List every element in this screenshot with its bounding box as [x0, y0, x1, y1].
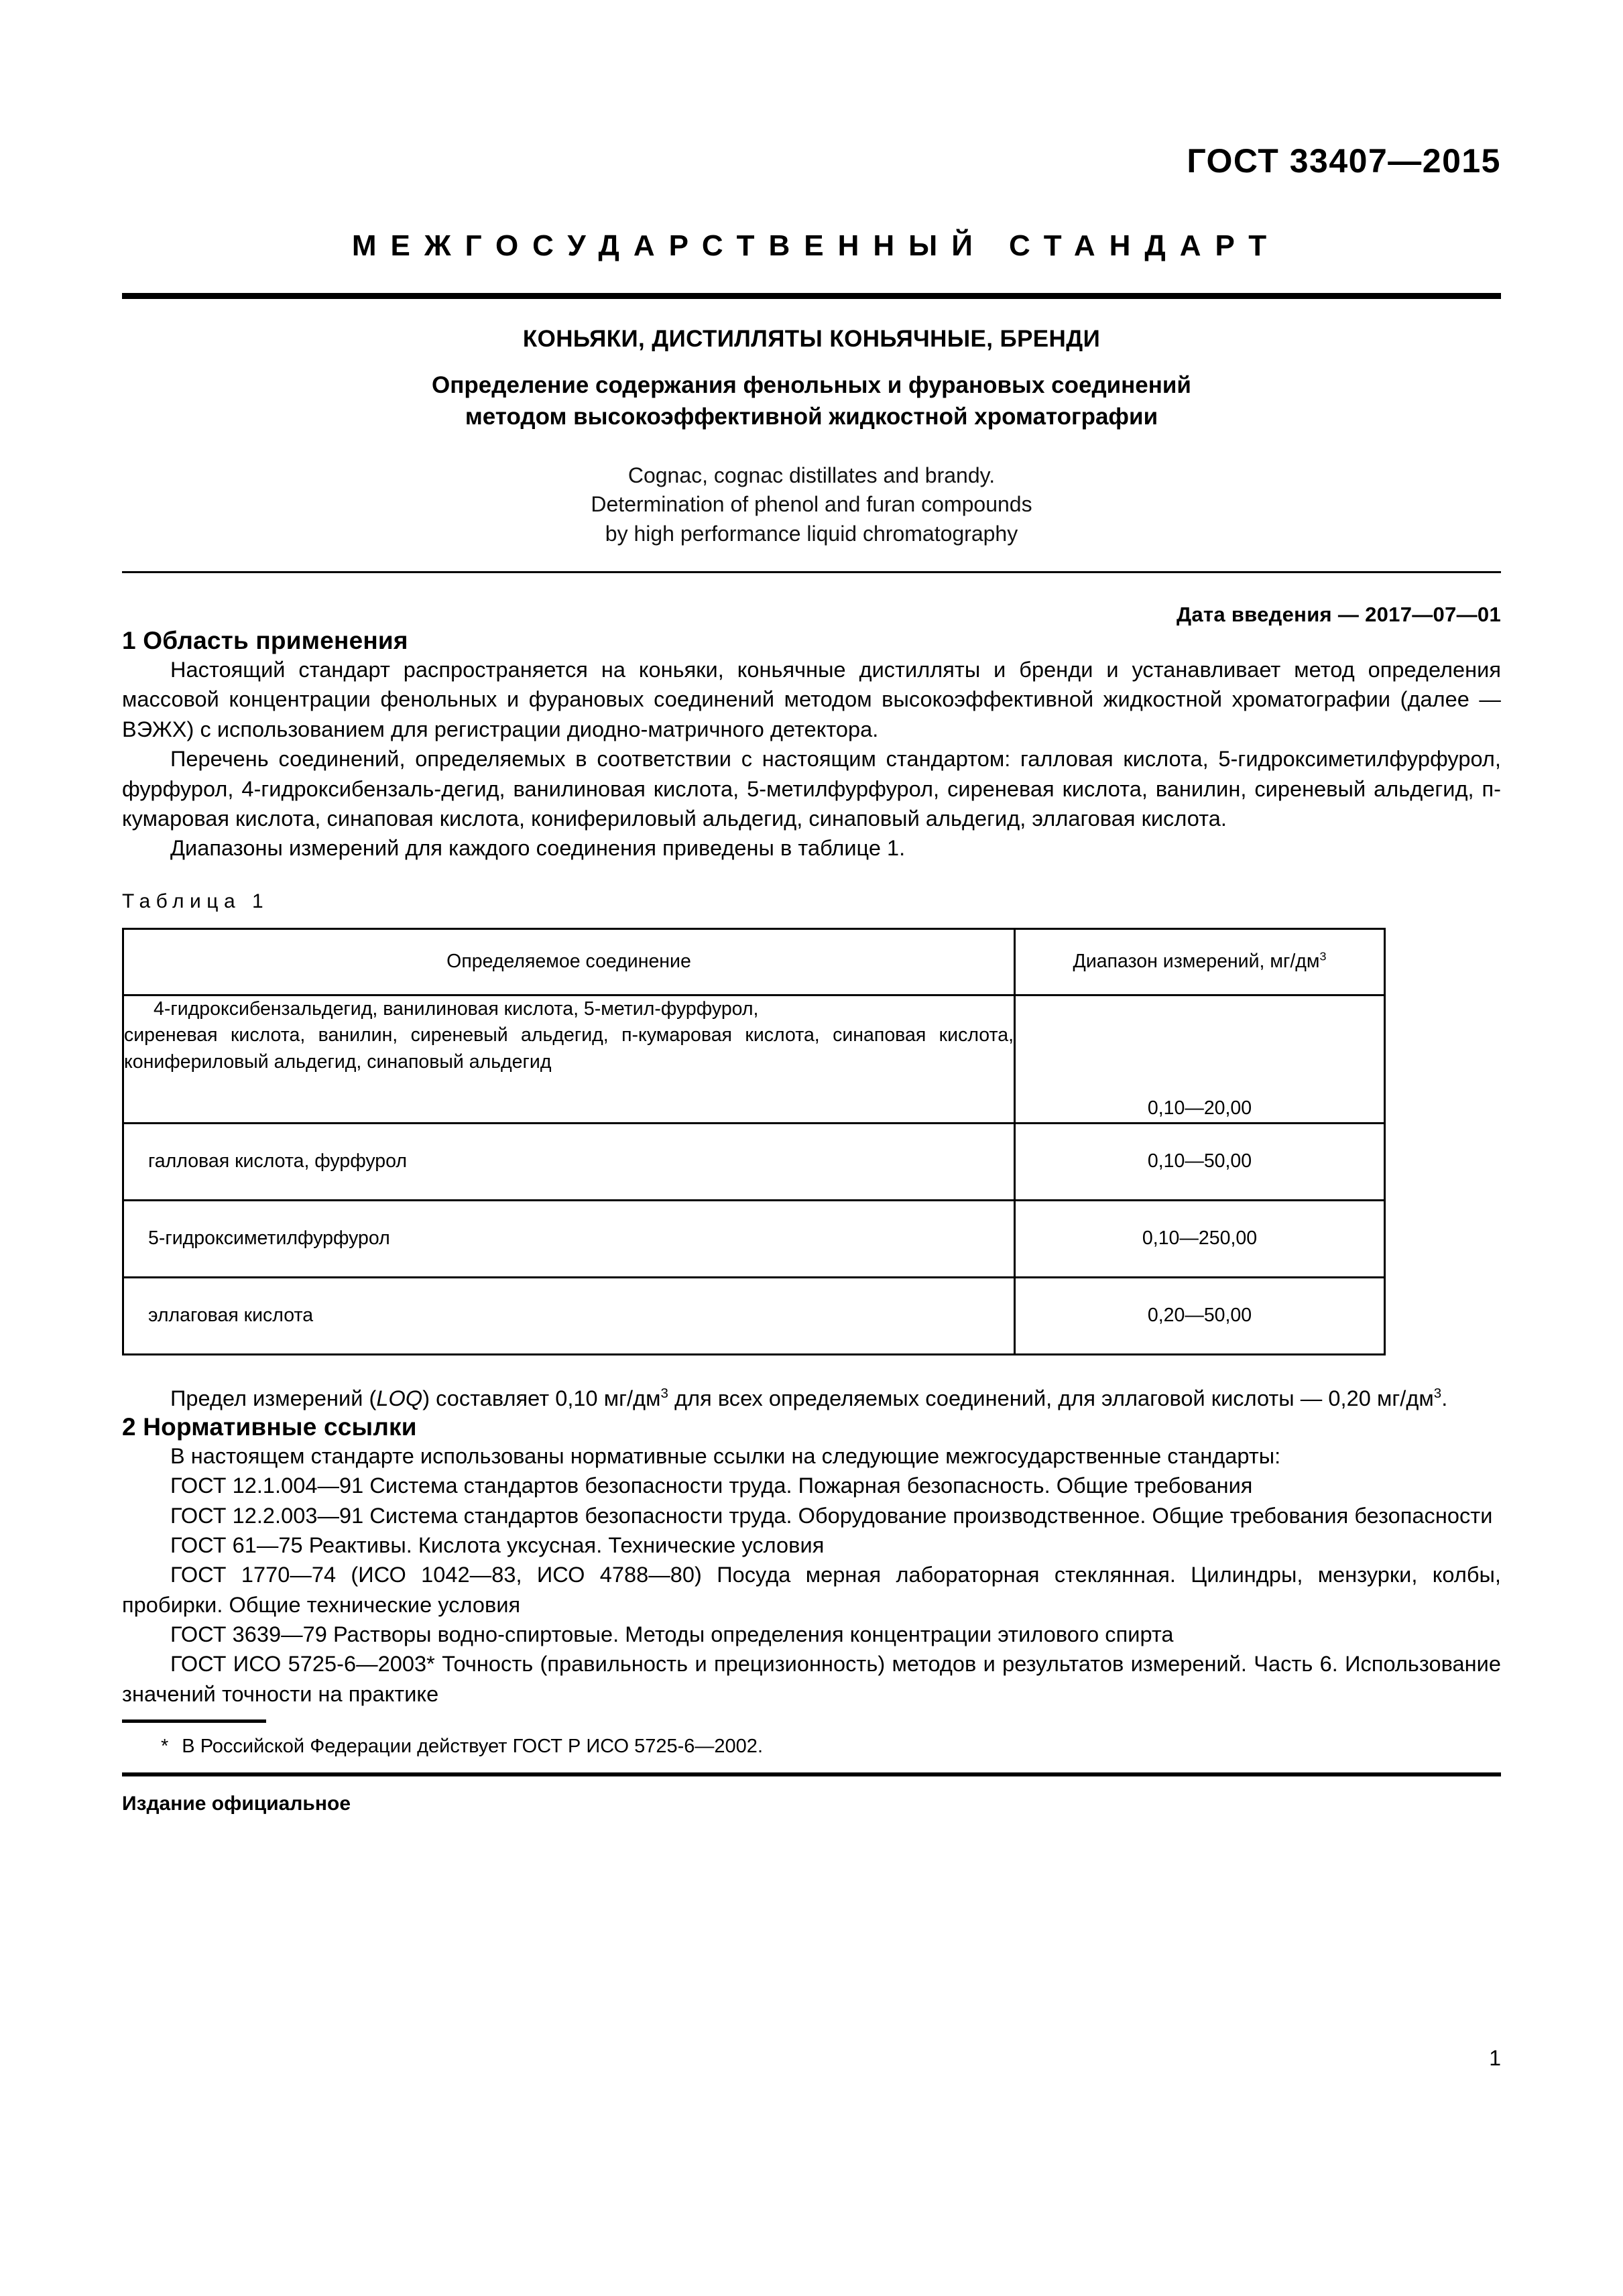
- document-title-en-line2: Determination of phenol and furan compounds: [591, 492, 1032, 517]
- document-title-en-line1: Cognac, cognac distillates and brandy.: [627, 463, 996, 487]
- footnote-marker: *: [161, 1736, 169, 1758]
- loq-text-a: Предел измерений (: [170, 1386, 377, 1410]
- section2-paragraph-1: В настоящем стандарте использованы нормативные ссылки на следующие межгосударственные стандарты:: [170, 1443, 1281, 1468]
- table-row: [123, 1277, 1385, 1354]
- section1-paragraph-3: Диапазоны измерений для каждого соединения приведены в таблице 1.: [170, 836, 906, 861]
- table-header-range: [1015, 928, 1385, 995]
- reference-item: ГОСТ 12.2.003—91 Система стандартов безопасности труда. Оборудование производственное. Общие требования безопасности: [170, 1503, 1493, 1528]
- footer-divider: [122, 1772, 1501, 1776]
- title-block: [122, 299, 1501, 548]
- section1-paragraph-2: Перечень соединений, определяемых в соответствии с настоящим стандартом: галловая кислота, 5-гидроксиметилфурфурол, фурфурол, 4-гидроксибензаль-дегид, ванилиновая кислота, 5-метилфурфурол, сиреневая кислота, ванилин, сиреневый альдегид, п-кумаровая кислота, синаповая кислота, конифериловый альдегид, синаповый альдегид, эллаговая кислота.: [122, 747, 1501, 831]
- compound-line-2: сиреневая кислота, ванилин, сиреневый альдегид, п-кумаровая кислота,: [124, 1024, 820, 1046]
- footnote-separator: [122, 1719, 266, 1723]
- table-cell-range: 0,20—50,00: [1015, 1277, 1385, 1354]
- document-subtitle-ru: [122, 370, 1501, 433]
- compound-line-3: синаповая кислота, конифериловый альдегид, синаповый альдегид: [124, 1024, 1014, 1073]
- document-subtitle-ru-line1: Определение содержания фенольных и фурановых соединений: [432, 371, 1191, 398]
- reference-item: ГОСТ ИСО 5725-6—2003* Точность (правильность и прецизионность) методов и результатов измерений. Часть 6. Использование значений точности на практике: [122, 1652, 1501, 1706]
- table-cell-range: 0,10—20,00: [1015, 995, 1385, 1123]
- loq-paragraph: [122, 1384, 1501, 1413]
- gost-number: ГОСТ 33407—2015: [1187, 142, 1501, 180]
- effective-date: Дата введения — 2017—07—01: [1176, 603, 1501, 627]
- page-content: [122, 0, 1501, 1815]
- table-cell-compound: [123, 995, 1015, 1123]
- footnote: [122, 1734, 1501, 1760]
- table-row: [123, 1123, 1385, 1200]
- document-title-ru: КОНЬЯКИ, ДИСТИЛЛЯТЫ КОНЬЯЧНЫЕ, БРЕНДИ: [522, 326, 1101, 352]
- measurement-ranges-table: [122, 928, 1386, 1355]
- standard-kind-heading: МЕЖГОСУДАРСТВЕННЫЙ СТАНДАРТ: [351, 229, 1281, 262]
- table-cell-compound: эллаговая кислота: [123, 1277, 1015, 1354]
- loq-text-b: ) составляет 0,10 мг/дм: [422, 1386, 661, 1410]
- loq-exponent-1: 3: [660, 1385, 668, 1401]
- table-header-row: [123, 928, 1385, 995]
- table-caption: Таблица 1: [122, 890, 269, 912]
- official-edition-label: Издание официальное: [122, 1792, 351, 1815]
- table-cell-compound: галловая кислота, фурфурол: [123, 1123, 1015, 1200]
- table-header-compound: Определяемое соединение: [123, 928, 1015, 995]
- compound-line-1: 4-гидроксибензальдегид, ванилиновая кислота, 5-метил-фурфурол,: [154, 998, 759, 1020]
- loq-text-c: для всех определяемых соединений, для эллаговой кислоты — 0,20 мг/дм: [668, 1386, 1434, 1410]
- document-title-en: [122, 461, 1501, 549]
- section-heading-1: 1 Область применения: [122, 627, 408, 655]
- loq-text-d: .: [1441, 1386, 1448, 1410]
- page-number: 1: [1489, 2046, 1501, 2070]
- table-cell-compound: 5-гидроксиметилфурфурол: [123, 1200, 1015, 1277]
- table-cell-range: 0,10—50,00: [1015, 1123, 1385, 1200]
- document-title-en-line3: by high performance liquid chromatography: [605, 521, 1018, 546]
- title-divider: [122, 571, 1501, 573]
- section1-paragraph-1: Настоящий стандарт распространяется на коньяки, коньячные дистилляты и бренди и устанавливает метод определения массовой концентрации фенольных и фурановых соединений методом высокоэффективной жидкостной хроматографии (далее — ВЭЖХ) с использованием для регистрации диодно-матричного детектора.: [122, 658, 1501, 741]
- section-heading-2: 2 Нормативные ссылки: [122, 1412, 417, 1441]
- footnote-text: В Российской Федерации действует ГОСТ Р ИСО 5725-6—2002.: [182, 1736, 763, 1758]
- table-header-range-exponent: 3: [1319, 949, 1327, 963]
- reference-item: ГОСТ 12.1.004—91 Система стандартов безопасности труда. Пожарная безопасность. Общие требования: [170, 1473, 1253, 1498]
- reference-item: ГОСТ 3639—79 Растворы водно-спиртовые. Методы определения концентрации этилового спирта: [170, 1622, 1174, 1647]
- reference-item: ГОСТ 1770—74 (ИСО 1042—83, ИСО 4788—80) Посуда мерная лабораторная стеклянная. Цилиндры, мензурки, колбы, пробирки. Общие технические условия: [122, 1563, 1501, 1617]
- table-row: [123, 995, 1385, 1123]
- table-row: [123, 1200, 1385, 1277]
- table-header-range-text: Диапазон измерений, мг/дм: [1073, 950, 1320, 972]
- loq-abbreviation: LOQ: [376, 1386, 423, 1410]
- reference-item: ГОСТ 61—75 Реактивы. Кислота уксусная. Технические условия: [170, 1533, 825, 1558]
- loq-exponent-2: 3: [1433, 1385, 1442, 1401]
- document-subtitle-ru-line2: методом высокоэффективной жидкостной хроматографии: [465, 403, 1158, 430]
- table-cell-range: 0,10—250,00: [1015, 1200, 1385, 1277]
